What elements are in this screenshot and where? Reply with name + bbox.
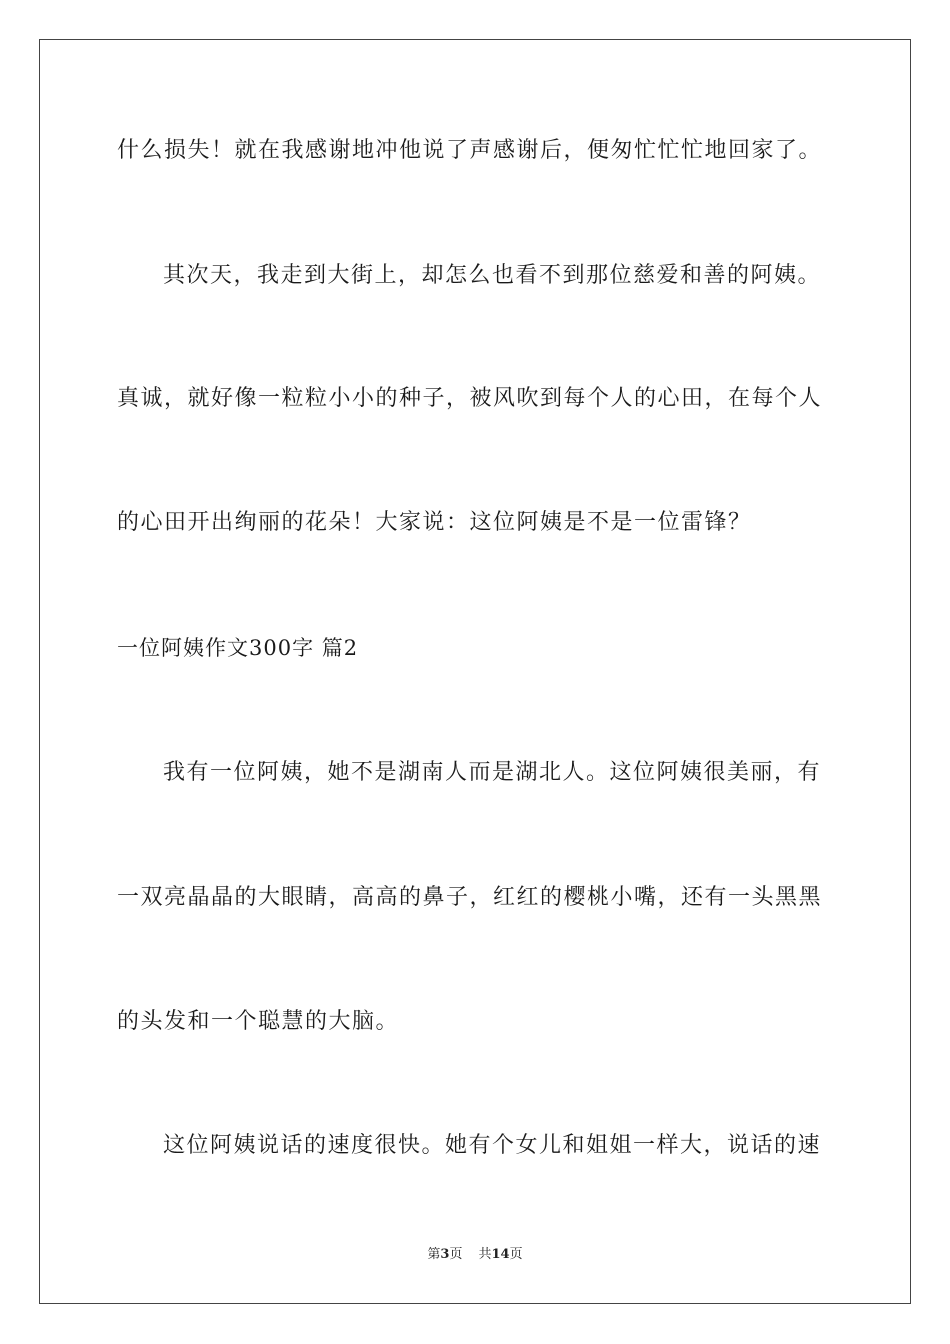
total-pages: 14 <box>491 1247 510 1262</box>
total-label-prefix: 共 <box>478 1247 492 1262</box>
paragraph-line-8: 这位阿姨说话的速度很快。她有个女儿和姐姐一样大，说话的速 <box>163 1133 822 1158</box>
paragraph-line-6: 一双亮晶晶的大眼睛，高高的鼻子，红红的樱桃小嘴，还有一头黑黑 <box>117 885 823 910</box>
paragraph-line-2: 其次天，我走到大街上，却怎么也看不到那位慈爱和善的阿姨。 <box>163 263 822 288</box>
page-number: 3 <box>440 1247 450 1262</box>
paragraph-line-3: 真诚，就好像一粒粒小小的种子，被风吹到每个人的心田，在每个人 <box>117 386 823 411</box>
section-heading: 一位阿姨作文300字 篇2 <box>117 636 359 660</box>
total-label-suffix: 页 <box>509 1247 523 1262</box>
page-label-suffix: 页 <box>449 1247 463 1262</box>
page-border <box>39 39 911 1304</box>
paragraph-line-5: 我有一位阿姨，她不是湖南人而是湖北人。这位阿姨很美丽，有 <box>163 760 822 785</box>
paragraph-line-4: 的心田开出绚丽的花朵！大家说：这位阿姨是不是一位雷锋？ <box>117 510 752 535</box>
paragraph-line-1: 什么损失！就在我感谢地冲他说了声感谢后，便匆忙忙忙地回家了。 <box>117 138 823 163</box>
paragraph-line-7: 的头发和一个聪慧的大脑。 <box>117 1009 400 1034</box>
page-footer <box>0 1246 950 1264</box>
page-label-prefix: 第 <box>427 1247 441 1262</box>
